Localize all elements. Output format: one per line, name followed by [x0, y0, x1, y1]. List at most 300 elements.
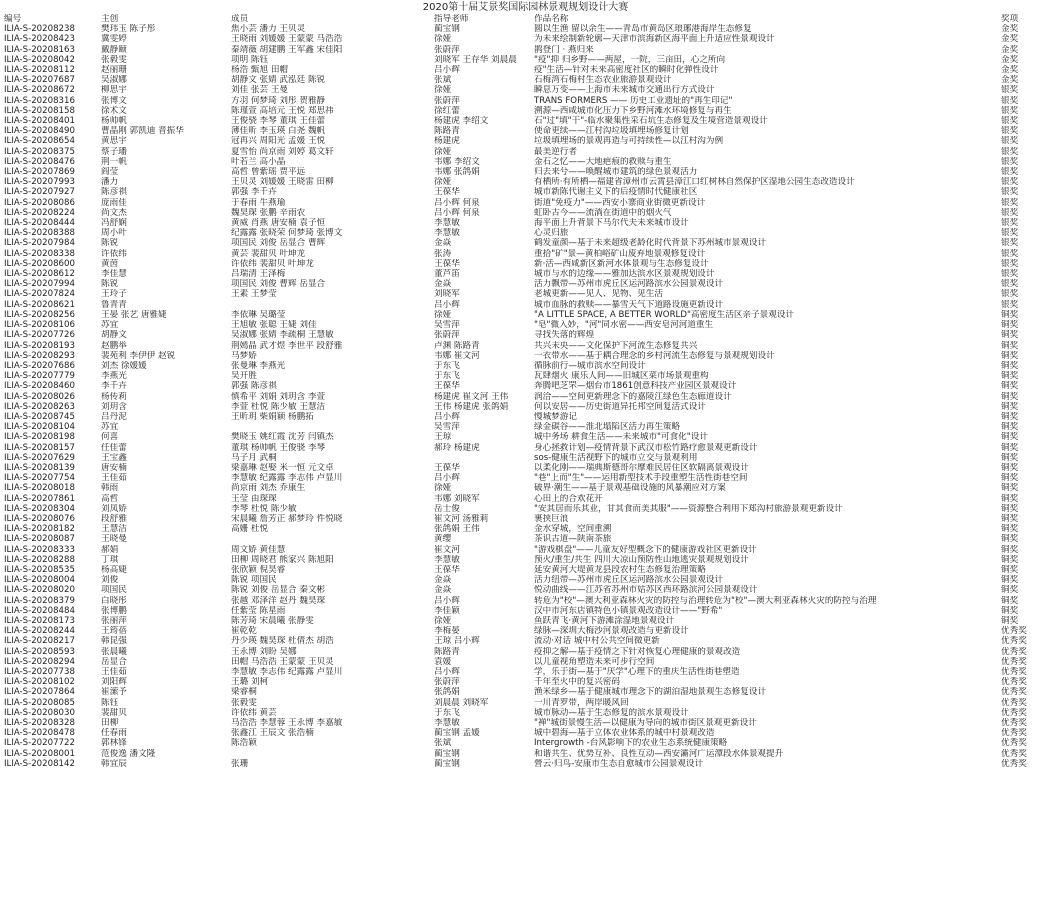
- entry-id-cell: ILIA-S-20208600: [4, 258, 75, 269]
- team-members-cell: [231, 422, 434, 432]
- entry-id-cell: ILIA-S-20207779: [4, 371, 75, 382]
- table-row: [4, 647, 1047, 657]
- table-body: [4, 24, 1047, 769]
- table-row: [4, 289, 1047, 299]
- advisor-cell: 张涛: [434, 248, 452, 259]
- award-cell: 优秀奖: [1001, 646, 1027, 657]
- entry-id-cell: ILIA-S-20207927: [4, 187, 75, 198]
- table-row: [4, 228, 1047, 238]
- award-cell: 铜奖: [1001, 524, 1019, 535]
- entry-id-cell: ILIA-S-20208338: [4, 248, 75, 259]
- lead-designer-cell: 陈锐: [101, 238, 119, 249]
- advisor-cell: 徐娅: [434, 309, 452, 320]
- work-title-cell: 鹤发童颜—基于未来超级老龄化时代背景下苏州城市景观设计: [534, 238, 767, 249]
- entry-id-cell: ILIA-S-20207864: [4, 687, 75, 698]
- table-row: [4, 555, 1047, 565]
- award-cell: 优秀奖: [1001, 687, 1027, 698]
- advisor-cell: 于东飞: [434, 371, 460, 382]
- entry-id-cell: ILIA-S-20207824: [4, 289, 75, 300]
- entry-id-cell: ILIA-S-20208423: [4, 34, 75, 45]
- team-members-cell: 王璐 刘柯: [231, 677, 269, 688]
- award-cell: 优秀奖: [1001, 758, 1027, 769]
- page-title: 2020第十届艾景奖国际园林景观规划设计大赛: [422, 2, 629, 13]
- table-row: [4, 606, 1047, 616]
- table-row: [4, 616, 1047, 626]
- team-members-cell: 王素 王梦莹: [231, 289, 277, 300]
- advisor-cell: 李慧敏: [434, 228, 460, 239]
- advisor-cell: 卢渊 陈路青: [434, 340, 480, 351]
- award-cell: 银奖: [1001, 269, 1019, 280]
- award-cell: 铜奖: [1001, 564, 1019, 575]
- award-cell: 铜奖: [1001, 401, 1019, 412]
- team-members-cell: 吴开胜: [231, 371, 257, 382]
- team-members-cell: 高哲 曾紫瑶 贾平远: [231, 167, 306, 178]
- award-cell: 金奖: [1001, 75, 1019, 86]
- entry-id-cell: ILIA-S-20207754: [4, 473, 75, 484]
- award-cell: 铜奖: [1001, 381, 1019, 392]
- work-title-cell: 鹊登门 · 燕归来: [534, 44, 594, 55]
- table-row: [4, 147, 1047, 157]
- advisor-cell: 杨建虎 崔文河 王伟: [434, 391, 509, 402]
- entry-id-cell: ILIA-S-20208030: [4, 707, 75, 718]
- entry-id-cell: ILIA-S-20208621: [4, 299, 75, 310]
- lead-designer-cell: 唐安楠: [101, 462, 127, 473]
- team-members-cell: 王莹 由琛琛: [231, 493, 277, 504]
- lead-designer-cell: 任佳蕾: [101, 442, 127, 453]
- advisor-cell: 韦娜 刘晓军: [434, 493, 480, 504]
- table-row: [4, 167, 1047, 177]
- table-row: [4, 208, 1047, 218]
- lead-designer-cell: 王筠蓓: [101, 626, 127, 637]
- award-cell: 铜奖: [1001, 503, 1019, 514]
- lead-designer-cell: 荆一帆: [101, 156, 127, 167]
- lead-designer-cell: 鲁青青: [101, 299, 127, 310]
- advisor-cell: 张蔚萍: [434, 44, 460, 55]
- entry-id-cell: ILIA-S-20208042: [4, 54, 75, 65]
- table-row: [4, 667, 1047, 677]
- table-row: [4, 483, 1047, 493]
- work-title-cell: "A LITTLE SPACE, A BETTER WORLD"高密度生活区亲子景观设计: [534, 309, 795, 320]
- team-members-cell: 荆嫣晶 武才煜 李世平 段舒雅: [231, 340, 343, 351]
- award-cell: 银奖: [1001, 299, 1019, 310]
- entry-id-cell: ILIA-S-20208173: [4, 615, 75, 626]
- table-row: [4, 534, 1047, 544]
- table-row: [4, 708, 1047, 718]
- entry-id-cell: ILIA-S-20208163: [4, 44, 75, 55]
- team-members-cell: 尚京雨 刘杰 乔康生: [231, 483, 306, 494]
- team-members-cell: 许依纬 黄芸: [231, 707, 277, 718]
- award-cell: 银奖: [1001, 218, 1019, 229]
- lead-designer-cell: 樊玮玉 陈子彤: [101, 24, 156, 35]
- lead-designer-cell: 段舒雅: [101, 513, 127, 524]
- lead-designer-cell: 张博文: [101, 95, 127, 106]
- lead-designer-cell: 白晓彤: [101, 595, 127, 606]
- award-cell: 铜奖: [1001, 493, 1019, 504]
- lead-designer-cell: 庞雨佳: [101, 197, 127, 208]
- lead-designer-cell: 杨传莉: [101, 391, 127, 402]
- team-members-cell: 张越 邓泽洋 赵丹 魏昊琛: [231, 595, 326, 606]
- team-members-cell: 周文娇 黄佳慧: [231, 544, 286, 555]
- work-title-cell: 千年至火中的复兴密码: [534, 677, 620, 688]
- table-row: [4, 402, 1047, 412]
- lead-designer-cell: 崔潆予: [101, 687, 127, 698]
- table-row: [4, 116, 1047, 126]
- work-title-cell: 裹挟巨浪: [534, 513, 569, 524]
- advisor-cell: 袁媛: [434, 656, 452, 667]
- entry-id-cell: ILIA-S-20208112: [4, 65, 75, 76]
- table-row: [4, 636, 1047, 646]
- table-row: [4, 136, 1047, 146]
- award-cell: 银奖: [1001, 207, 1019, 218]
- team-members-cell: 叶若兰 高小晶: [231, 156, 286, 167]
- advisor-cell: 崔文河 汤雅莉: [434, 513, 489, 524]
- lead-designer-cell: 任春雨: [101, 728, 127, 739]
- award-cell: 银奖: [1001, 238, 1019, 249]
- table-row: [4, 198, 1047, 208]
- award-cell: 银奖: [1001, 105, 1019, 116]
- lead-designer-cell: 田柳: [101, 718, 119, 729]
- team-members-cell: 陈锐 刘俊 岳显合 秦文彬: [231, 585, 326, 596]
- entry-id-cell: ILIA-S-20208401: [4, 116, 75, 127]
- lead-designer-cell: 王佳茹: [101, 667, 127, 677]
- award-cell: 铜奖: [1001, 544, 1019, 555]
- team-members-cell: 李萱 杜悦 陈少敏 王慧洁: [231, 401, 326, 412]
- work-title-cell: 瓦肆烟火 康乐人间——旧城区菜市场景观重构: [534, 371, 709, 382]
- work-title-cell: 城市新陈代谢主义下的后疫情时代健康社区: [534, 187, 698, 198]
- table-row: [4, 504, 1047, 514]
- lead-designer-cell: 王慧洁: [101, 524, 127, 535]
- team-members-cell: 李依琳 吴璐莹: [231, 309, 286, 320]
- table-row: [4, 524, 1047, 534]
- work-title-cell: 归去来兮——唤醒城市建筑的绿色景观活力: [534, 167, 698, 178]
- lead-designer-cell: 张毅雯: [101, 54, 127, 65]
- award-cell: 优秀奖: [1001, 748, 1027, 759]
- advisor-cell: 徐娅: [434, 615, 452, 626]
- award-cell: 银奖: [1001, 177, 1019, 188]
- work-title-cell: 转危为"校"—澳大利亚森林火灾的防控与治理转危为"校"—澳大利亚森林火灾的防控与治理: [534, 595, 877, 606]
- entry-id-cell: ILIA-S-20207861: [4, 493, 75, 504]
- entry-id-cell: ILIA-S-20207738: [4, 667, 75, 677]
- work-title-cell: 新·活—西咸新区新河水体景观与生态修复设计: [534, 258, 709, 269]
- lead-designer-cell: 高哲: [101, 493, 119, 504]
- lead-designer-cell: 赵鹏举: [101, 340, 127, 351]
- award-cell: 铜奖: [1001, 595, 1019, 606]
- work-title-cell: 润洽——空间更新理念下的嘉陵江绿色生态廊道设计: [534, 391, 732, 402]
- advisor-cell: 王葆华: [434, 187, 460, 198]
- entry-id-cell: ILIA-S-20208593: [4, 646, 75, 657]
- column-header-award: 奖项: [1001, 14, 1019, 24]
- table-row: [4, 177, 1047, 187]
- work-title-cell: 汉中市河东店镇特色小镇景观改造设计——"野希": [534, 605, 723, 616]
- work-title-cell: 垃圾填埋场的景观再造与可持续性—以江村沟为例: [534, 136, 724, 147]
- lead-designer-cell: 陈钰: [101, 697, 119, 708]
- team-members-cell: 方羽 何梦琦 刘彤 贺雅静: [231, 95, 326, 106]
- entry-id-cell: ILIA-S-20208333: [4, 544, 75, 555]
- advisor-cell: 徐娅: [434, 34, 452, 45]
- entry-id-cell: ILIA-S-20208654: [4, 136, 75, 147]
- table-row: [4, 371, 1047, 381]
- table-row: [4, 238, 1047, 248]
- table-row: [4, 361, 1047, 371]
- advisor-cell: 张斌: [434, 75, 452, 86]
- team-members-cell: 马梦娇: [231, 350, 257, 361]
- award-cell: 铜奖: [1001, 513, 1019, 524]
- table-row: [4, 279, 1047, 289]
- award-cell: 铜奖: [1001, 371, 1019, 382]
- lead-designer-cell: 张博鹏: [101, 605, 127, 616]
- lead-designer-cell: 尚文杰: [101, 207, 127, 218]
- work-title-cell: 预火/重生/共生 四川大凉山预防性山地逃灾景观规划设计: [534, 554, 749, 565]
- lead-designer-cell: 刘玥含: [101, 401, 127, 412]
- work-title-cell: 奔腾吧芝罘—烟台市1861创意科技产业园区景观设计: [534, 381, 737, 392]
- award-cell: 铜奖: [1001, 422, 1019, 433]
- team-members-cell: 梁嘉琳 赵娶 米一恒 元文卓: [231, 462, 334, 473]
- lead-designer-cell: 阎莹: [101, 167, 119, 178]
- work-title-cell: 城市血脉的救赎——暴雪天气下道路设施更新设计: [534, 299, 724, 310]
- table-row: [4, 412, 1047, 422]
- advisor-cell: 吕小辉: [434, 595, 460, 606]
- work-title-cell: 街道"免疫力"——西安小寨商业街微更新设计: [534, 197, 706, 208]
- table-row: [4, 759, 1047, 769]
- advisor-cell: 于东飞: [434, 360, 460, 371]
- table-row: [4, 687, 1047, 697]
- team-members-cell: 梁睿桐: [231, 687, 257, 698]
- work-title-cell: 和谐共生、优势互补、良性互动—西安灞河广运潭段水体景观提升: [534, 748, 784, 759]
- advisor-cell: 韦娜 张鸽娟: [434, 167, 480, 178]
- award-cell: 金奖: [1001, 54, 1019, 65]
- advisor-cell: 徐娅: [434, 146, 452, 157]
- table-row: [4, 24, 1047, 34]
- entry-id-cell: ILIA-S-20208672: [4, 85, 75, 96]
- team-members-cell: 项国民 刘俊 岳显合 曹辉: [231, 238, 326, 249]
- award-cell: 铜奖: [1001, 575, 1019, 586]
- team-members-cell: 夏雪怡 尚京雨 刘婷 葛文轩: [231, 146, 334, 157]
- team-members-cell: 陈瑾萱 高培元 王悦 郑思祎: [231, 105, 334, 116]
- team-members-cell: 宋晨曦 詹芳正 郝梦玲 件悦晓: [231, 513, 343, 524]
- award-cell: 铜奖: [1001, 432, 1019, 443]
- table-row: [4, 218, 1047, 228]
- advisor-cell: 徐娅: [434, 483, 452, 494]
- award-cell: 银奖: [1001, 187, 1019, 198]
- table-row: [4, 585, 1047, 595]
- team-members-cell: 任紫莹 陈星雨: [231, 605, 286, 616]
- lead-designer-cell: 胡静文: [101, 330, 127, 341]
- entry-id-cell: ILIA-S-20208139: [4, 462, 75, 473]
- advisor-cell: 张蔚萍: [434, 330, 460, 341]
- award-cell: 银奖: [1001, 258, 1019, 269]
- team-members-cell: 郭强 李千卉: [231, 187, 277, 198]
- award-cell: 优秀奖: [1001, 667, 1027, 677]
- advisor-cell: 金焱: [434, 585, 452, 596]
- table-row: [4, 738, 1047, 748]
- award-cell: 优秀奖: [1001, 636, 1027, 647]
- advisor-cell: 李梅晏: [434, 626, 460, 637]
- award-cell: 银奖: [1001, 146, 1019, 157]
- lead-designer-cell: 郝娟: [101, 544, 119, 555]
- entry-id-cell: ILIA-S-20208106: [4, 320, 75, 331]
- table-row: [4, 269, 1047, 279]
- award-cell: 银奖: [1001, 279, 1019, 290]
- work-title-cell: 以儿童视角塑造未来可步行空间: [534, 656, 655, 667]
- team-members-cell: 高姗 杜悦: [231, 524, 269, 535]
- lead-designer-cell: 郭林锋: [101, 738, 127, 749]
- work-title-cell: 鱼跃青飞·黄河下游滩涂湿地景观设计: [534, 615, 675, 626]
- entry-id-cell: ILIA-S-20208001: [4, 748, 75, 759]
- award-cell: 铜奖: [1001, 391, 1019, 402]
- table-row: [4, 596, 1047, 606]
- entry-id-cell: ILIA-S-20207869: [4, 167, 75, 178]
- entry-id-cell: ILIA-S-20208157: [4, 442, 75, 453]
- table-row: [4, 259, 1047, 269]
- table-row: [4, 320, 1047, 330]
- lead-designer-cell: 蔡子璠: [101, 146, 127, 157]
- table-row: [4, 45, 1047, 55]
- advisor-cell: 张蔚萍: [434, 95, 460, 106]
- entry-id-cell: ILIA-S-20208004: [4, 575, 75, 586]
- work-title-cell: 有栖所·有所栖—福建省漳州市云霄县漳江口红树林自然保护区湿地公园生态改造设计: [534, 177, 855, 188]
- team-members-cell: 张毅雯: [231, 697, 257, 708]
- lead-designer-cell: 刘杰 徐媛媛: [101, 360, 147, 371]
- entry-id-cell: ILIA-S-20208198: [4, 432, 75, 443]
- advisor-cell: 吕小辉 何泉: [434, 207, 480, 218]
- award-cell: 铜奖: [1001, 309, 1019, 320]
- team-members-cell: 王贝灵 刘媛媛 王晓雷 田柳: [231, 177, 334, 188]
- lead-designer-cell: 苏宜: [101, 422, 119, 433]
- lead-designer-cell: 王佳茹: [101, 473, 127, 484]
- table-row: [4, 126, 1047, 136]
- entry-id-cell: ILIA-S-20208104: [4, 422, 75, 433]
- entry-id-cell: ILIA-S-20208379: [4, 595, 75, 606]
- work-title-cell: "禅"城街景慢生活—以健康为导向的城市街区景观更新设计: [534, 718, 757, 729]
- work-title-cell: "皂"微入妙，"河"同水密——西安皂河河道重生: [534, 320, 714, 331]
- table-row: [4, 75, 1047, 85]
- entry-id-cell: ILIA-S-20208745: [4, 411, 75, 422]
- lead-designer-cell: 潘力: [101, 177, 119, 188]
- team-members-cell: 郭强 陈彦祺: [231, 381, 277, 392]
- entry-id-cell: ILIA-S-20208076: [4, 513, 75, 524]
- work-title-cell: 流动·对话 城中村公共空间微更新: [534, 636, 660, 647]
- award-cell: 优秀奖: [1001, 728, 1027, 739]
- team-members-cell: 李琴 杜悦 陈少敏: [231, 503, 297, 514]
- entry-id-cell: ILIA-S-20208085: [4, 697, 75, 708]
- lead-designer-cell: 王玲子: [101, 289, 127, 300]
- lead-designer-cell: 冯舒娴: [101, 218, 127, 229]
- lead-designer-cell: 李燕光: [101, 371, 127, 382]
- table-row: [4, 473, 1047, 483]
- team-members-cell: 张鑫江 王辰文 张浩楠: [231, 728, 314, 739]
- lead-designer-cell: 韩雨: [101, 483, 119, 494]
- column-header-id: 编号: [4, 14, 22, 24]
- team-members-cell: 吴淑娜 张婧 李疏桐 王慧敏: [231, 330, 334, 341]
- award-cell: 铜奖: [1001, 330, 1019, 341]
- work-title-cell: 绿脉—深圳大梅沙河景观改造与更新设计: [534, 626, 689, 637]
- lead-designer-cell: 王晓曼: [101, 534, 127, 545]
- work-title-cell: "疫"抑 归乡野——两屋，一院，三亩田，心之所向: [534, 54, 726, 65]
- work-title-cell: 城市与水的边缘——雅加达滨水区景观规划设计: [534, 269, 715, 280]
- work-title-cell: "巷"上而"生"——运用新型技术手段重塑生活性街巷空间: [534, 473, 748, 484]
- table-row: [4, 626, 1047, 636]
- lead-designer-cell: 苏宜: [101, 320, 119, 331]
- advisor-cell: 金焱: [434, 279, 452, 290]
- lead-designer-cell: 戴静颐: [101, 44, 127, 55]
- team-members-cell: 项明 陈钰: [231, 54, 269, 65]
- table-row: [4, 65, 1047, 75]
- lead-designer-cell: 韩宜辰: [101, 758, 127, 769]
- lead-designer-cell: 范俊逸 潘文隆: [101, 748, 156, 759]
- entry-id-cell: ILIA-S-20208460: [4, 381, 75, 392]
- advisor-cell: 陈路青: [434, 126, 460, 137]
- entry-id-cell: ILIA-S-20208193: [4, 340, 75, 351]
- award-cell: 铜奖: [1001, 534, 1019, 545]
- entry-id-cell: ILIA-S-20207726: [4, 330, 75, 341]
- work-title-cell: 身心拯救计划—疫情背景下武汉市松竹路疗愈景观更新设计: [534, 442, 758, 453]
- award-cell: 银奖: [1001, 95, 1019, 106]
- advisor-cell: 吕小辉 何泉: [434, 197, 480, 208]
- entry-id-cell: ILIA-S-20208288: [4, 554, 75, 565]
- work-title-cell: 溯源—西咸城市化压力下乡野河滩水环境修复与再生: [534, 105, 732, 116]
- advisor-cell: 张蔚萍: [434, 677, 460, 688]
- award-cell: 铜奖: [1001, 615, 1019, 626]
- entry-id-cell: ILIA-S-20208087: [4, 534, 75, 545]
- advisor-cell: 王琼 吕小辉: [434, 636, 480, 647]
- work-title-cell: sos-健康生活视野下的城市立交与景观利用: [534, 452, 698, 463]
- advisor-cell: 蔺宝钢 孟媛: [434, 728, 480, 739]
- work-title-cell: 破界·潮生——基于景观基础设施的风暴潮应对方案: [534, 483, 726, 494]
- lead-designer-cell: 杨帅帆: [101, 116, 127, 127]
- table-row: [4, 698, 1047, 708]
- lead-designer-cell: 张晨曦: [101, 646, 127, 657]
- work-title-cell: 延安黄河大堤黄龙县段农村生态修复治理策略: [534, 564, 706, 575]
- lead-designer-cell: 王晏 张艺 唐雅婕: [101, 309, 167, 320]
- team-members-cell: 薄佳昕 李玉瑛 白尧 魏帆: [231, 126, 326, 137]
- advisor-cell: 王葆华: [434, 462, 460, 473]
- team-members-cell: [231, 749, 434, 759]
- column-header-members: 成员: [231, 14, 249, 24]
- work-title-cell: 金石之忆——大地疤痕的救赎与重生: [534, 156, 672, 167]
- team-members-cell: 张珊: [231, 758, 249, 769]
- lead-designer-cell: 李千卉: [101, 381, 127, 392]
- advisor-cell: 吴雪萍: [434, 320, 460, 331]
- table-row: [4, 443, 1047, 453]
- team-members-cell: 马子月 武桐: [231, 452, 277, 463]
- lead-designer-cell: 杨高婕: [101, 564, 127, 575]
- work-title-cell: 绿金碳谷——淮北塌陷区活力再生策略: [534, 422, 681, 433]
- work-title-cell: 学，乐于街—基于"厌学"心理下的重庆生活性街巷塑造: [534, 667, 740, 677]
- entry-id-cell: ILIA-S-20208018: [4, 483, 75, 494]
- advisor-cell: 郝玲 杨建虎: [434, 442, 480, 453]
- lead-designer-cell: 吴淑娜: [101, 75, 127, 86]
- work-title-cell: TRANS FORMERS —— 历史工业遗址的"再生印记": [534, 95, 733, 106]
- entry-id-cell: ILIA-S-20208224: [4, 207, 75, 218]
- award-cell: 金奖: [1001, 34, 1019, 45]
- advisor-cell: 刘晨晨 刘晓军: [434, 697, 489, 708]
- award-cell: 银奖: [1001, 126, 1019, 137]
- work-title-cell: 疫"生活—针对未来高密度社区的瞬时化弹性设计: [534, 65, 719, 76]
- entry-id-cell: ILIA-S-20207686: [4, 360, 75, 371]
- team-members-cell: 崔乾乾: [231, 626, 257, 637]
- team-members-cell: 秦靖薇 胡建鹏 王军鑫 宋佳阳: [231, 44, 343, 55]
- advisor-cell: 金焱: [434, 238, 452, 249]
- table-row: [4, 351, 1047, 361]
- award-cell: 铜奖: [1001, 350, 1019, 361]
- team-members-cell: 丹少瑛 魏昊琛 杜倩杰 胡浩: [231, 636, 334, 647]
- team-members-cell: 张曼琳 李燕光: [231, 360, 286, 371]
- team-members-cell: 董琪 杨帅帆 王俊骁 李琴: [231, 442, 326, 453]
- entry-id-cell: ILIA-S-20208244: [4, 626, 75, 637]
- entry-id-cell: ILIA-S-20207687: [4, 75, 75, 86]
- award-cell: 铜奖: [1001, 320, 1019, 331]
- column-header-advisor: 指导老师: [434, 14, 469, 24]
